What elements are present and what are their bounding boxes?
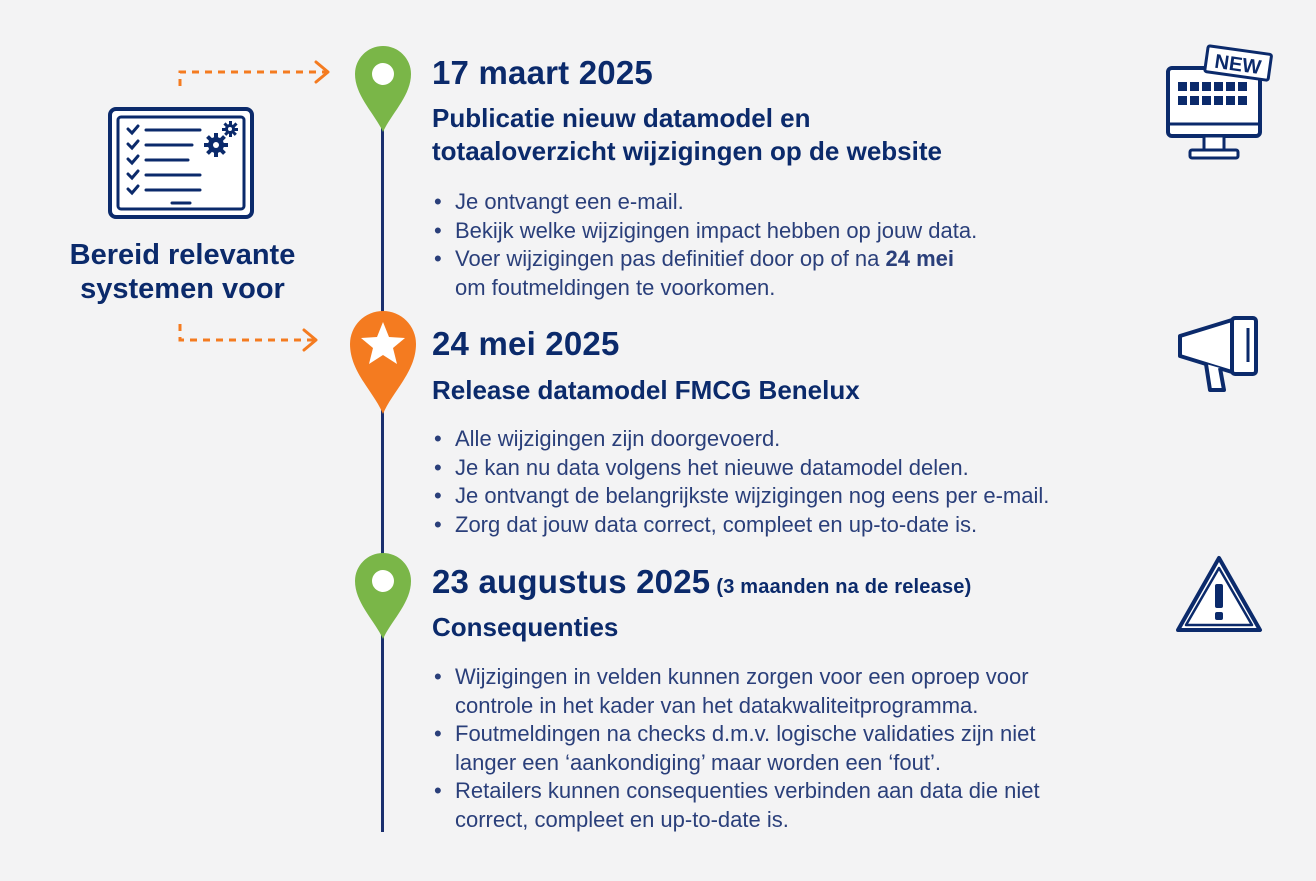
list-item <box>432 217 977 246</box>
list-item <box>432 188 977 217</box>
milestone-3-bullets <box>432 663 1040 834</box>
milestone-2-bullets <box>432 425 1049 539</box>
side-label <box>40 238 325 306</box>
list-item <box>432 482 1049 511</box>
milestone-1-date: 17 maart 2025 <box>432 54 653 91</box>
bullet-text-line2: correct, compleet en up-to-date is. <box>455 806 789 832</box>
bullet-text-line2: langer een ‘aankondiging’ maar worden een ‘fout’. <box>455 749 941 775</box>
megaphone-icon <box>1176 314 1262 396</box>
side-label-line2: systemen voor <box>80 273 285 305</box>
checklist-settings-icon <box>108 107 254 219</box>
milestone-2-date: 24 mei 2025 <box>432 325 620 362</box>
list-item <box>432 511 1049 540</box>
green-pin-icon-2 <box>353 551 413 641</box>
list-item <box>432 454 1049 483</box>
bullet-bold-date: 24 mei <box>885 246 955 271</box>
list-item <box>432 663 1040 720</box>
green-pin-icon <box>353 44 413 134</box>
milestone-3-date-note: (3 maanden na de release) <box>716 576 972 598</box>
bullet-text: Zorg dat jouw data correct, compleet en up-to-date is. <box>455 511 978 537</box>
bullet-text: Je kan nu data volgens het nieuwe datamodel delen. <box>455 454 969 480</box>
milestone-3-date-text: 23 augustus 2025 <box>432 563 711 600</box>
list-item <box>432 777 1040 834</box>
new-badge-text: NEW <box>1213 50 1263 80</box>
bullet-text: Bekijk welke wijzigingen impact hebben op jouw data. <box>455 217 978 243</box>
list-item <box>432 425 1049 454</box>
milestone-1-title-line1: Publicatie nieuw datamodel en <box>432 103 811 133</box>
bullet-text: Retailers kunnen consequenties verbinden aan data die niet <box>455 778 1040 803</box>
bullet-text: Voer wijzigingen pas definitief door op of na <box>455 246 886 271</box>
milestone-2-title: Release datamodel FMCG Benelux <box>432 375 860 405</box>
milestone-3-title: Consequenties <box>432 612 619 642</box>
dashed-arrow-bottom-icon <box>176 322 324 356</box>
list-item <box>432 245 977 302</box>
list-item <box>432 720 1040 777</box>
orange-star-pin-icon <box>348 308 418 416</box>
bullet-text: Wijzigingen in velden kunnen zorgen voor een oproep voor <box>455 664 1029 689</box>
milestone-3-date <box>432 563 971 601</box>
dashed-arrow-top-icon <box>176 56 336 90</box>
side-label-line1: Bereid relevante <box>69 239 296 271</box>
new-monitor-icon <box>1164 44 1276 166</box>
bullet-text: Je ontvangt een e-mail. <box>455 189 684 214</box>
timeline-line <box>381 120 384 832</box>
bullet-text: Alle wijzigingen zijn doorgevoerd. <box>455 426 781 451</box>
milestone-1-title-line2: totaaloverzicht wijzigingen op de website <box>432 136 942 166</box>
milestone-1-title <box>432 102 942 168</box>
bullet-text: Foutmeldingen na checks d.m.v. logische validaties zijn niet <box>455 721 1036 746</box>
bullet-text-line2: om foutmeldingen te voorkomen. <box>455 274 776 300</box>
bullet-text-line2: controle in het kader van het datakwaliteitprogramma. <box>455 692 979 718</box>
milestone-1-bullets <box>432 188 977 302</box>
bullet-text: Je ontvangt de belangrijkste wijzigingen nog eens per e-mail. <box>455 483 1050 508</box>
warning-icon <box>1174 554 1264 636</box>
